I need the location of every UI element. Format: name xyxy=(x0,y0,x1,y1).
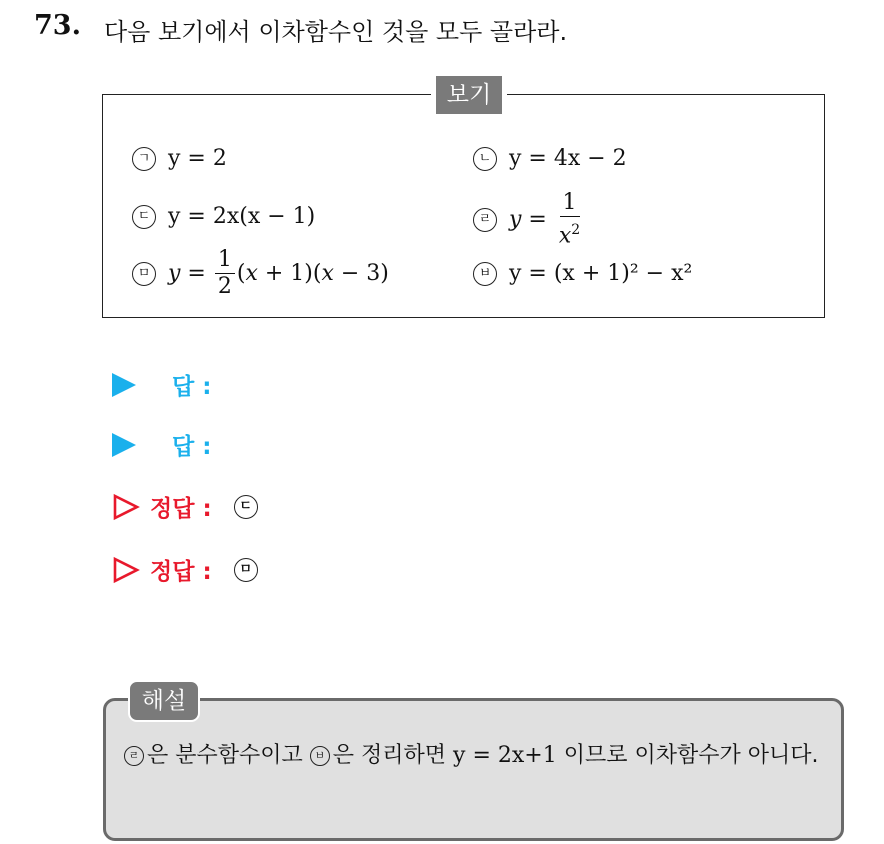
question-text: 다음 보기에서 이차함수인 것을 모두 골라라. xyxy=(104,18,568,46)
outline-play-icon xyxy=(112,556,140,584)
bogi-item-5: ㅁ y = $\frac{1}{2}$ ( x + 1)( x − 3) xyxy=(132,247,389,300)
bogi-item-2 xyxy=(473,146,627,171)
mark-circle: ㄱ xyxy=(132,147,156,171)
mark-circle: ㄷ xyxy=(132,205,156,229)
solution-part: 은 분수함수이고 xyxy=(147,743,310,768)
answer-blank-2 xyxy=(112,428,211,461)
answer-label: 답 : xyxy=(172,374,212,400)
expr: y = 4x − 2 xyxy=(509,146,627,171)
solution-expr: y = 2x+1 xyxy=(453,743,557,768)
correct-answer-1 xyxy=(112,490,270,523)
bogi-item-6 xyxy=(473,261,692,286)
mark-circle: ㅂ xyxy=(473,262,497,286)
fraction: $\frac{1}{2}$ xyxy=(215,247,235,300)
play-icon xyxy=(112,433,136,457)
answer-value: ㄷ xyxy=(234,495,258,519)
mark-circle: ㄹ xyxy=(473,208,497,232)
correct-label: 정답 : xyxy=(150,496,212,522)
play-icon xyxy=(112,373,136,397)
fraction: $\frac{1}{x^2}$ xyxy=(558,190,581,249)
mark-circle: ㄹ xyxy=(124,746,144,766)
solution-part: 은 정리하면 xyxy=(332,743,454,768)
answer-value: ㅁ xyxy=(234,558,258,582)
answer-blank-1 xyxy=(112,368,211,401)
expr: y = (x + 1)² − x² xyxy=(509,261,693,286)
outline-play-icon xyxy=(112,493,140,521)
solution-label: 해설 xyxy=(128,680,200,722)
expr: y = 2 xyxy=(168,146,227,171)
bogi-item-4: ㄹ y = $\frac{1}{x^2}$ xyxy=(473,190,585,249)
question-number: 73. xyxy=(34,10,81,41)
mark-circle: ㅁ xyxy=(132,262,156,286)
answer-label: 답 : xyxy=(172,434,212,460)
bogi-item-3 xyxy=(132,204,315,229)
bogi-item-1 xyxy=(132,146,227,171)
mark-circle: ㄴ xyxy=(473,147,497,171)
correct-label: 정답 : xyxy=(150,559,212,585)
solution-text xyxy=(124,738,830,774)
bogi-label: 보기 xyxy=(431,76,507,114)
solution-part: 이므로 이차함수가 아니다. xyxy=(556,743,819,768)
expr: y = 2x(x − 1) xyxy=(168,204,316,229)
correct-answer-2 xyxy=(112,553,270,586)
mark-circle: ㅂ xyxy=(310,746,330,766)
